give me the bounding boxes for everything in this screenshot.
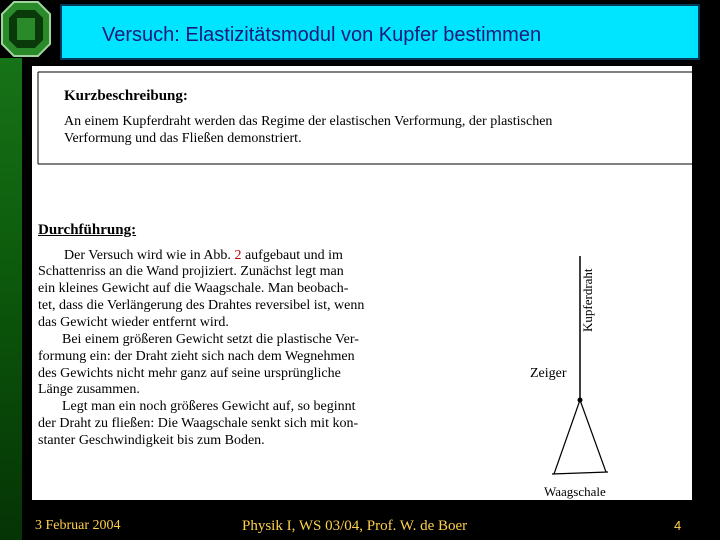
durch-line-1 (64, 248, 343, 264)
durch-line: tet, dass die Verlängerung des Drahtes reversibel ist, wenn (38, 298, 365, 313)
durch-line: des Gewichts nicht mehr ganz auf seine ursprüngliche (38, 366, 341, 381)
kurz-line-1: An einem Kupferdraht werden das Regime der elastischen Verformung, der plastischen (64, 114, 553, 129)
pointer-label: Zeiger (530, 366, 567, 381)
left-decorative-bar (0, 0, 22, 540)
footer-course: Physik I, WS 03/04, Prof. W. de Boer (242, 518, 468, 534)
durch-line-1-a: Der Versuch wird wie in Abb. (64, 248, 231, 263)
scale-pan (552, 472, 608, 474)
kurz-heading: Kurzbeschreibung: (64, 88, 188, 104)
wire-label: Kupferdraht (580, 268, 595, 332)
content-panel (32, 66, 692, 500)
durch-line: Bei einem größeren Gewicht setzt die plastische Ver- (62, 332, 359, 347)
durch-line-1-b: aufgebaut und im (244, 248, 343, 263)
title-banner (60, 4, 700, 60)
durch-line: ein kleines Gewicht auf die Waagschale. Man beobach- (38, 281, 349, 296)
durch-line: Legt man ein noch größeres Gewicht auf, so beginnt (62, 399, 356, 414)
durch-line: Länge zusammen. (38, 382, 140, 397)
slide-title: Versuch: Elastizitätsmodul von Kupfer bestimmen (102, 24, 542, 46)
figure-ref[interactable]: 2 (234, 248, 242, 263)
durch-line: Schattenriss an die Wand projiziert. Zunächst legt man (38, 264, 344, 279)
octagon-logo-icon (0, 0, 52, 58)
durch-line: stanter Geschwindigkeit bis zum Boden. (38, 433, 265, 448)
durch-line: das Gewicht wieder entfernt wird. (38, 315, 229, 330)
footer-date: 3 Februar 2004 (35, 518, 121, 533)
pan-label: Waagschale (544, 484, 606, 499)
pointer-mark (578, 398, 583, 403)
page-number: 4 (674, 518, 682, 533)
pan-string-left (554, 400, 580, 474)
durch-heading: Durchführung: (38, 222, 137, 238)
durch-line: der Draht zu fließen: Die Waagschale senkt sich mit kon- (38, 416, 359, 431)
kurz-line-2: Verformung und das Fließen demonstriert. (64, 131, 302, 146)
pan-string-right (580, 400, 606, 472)
durch-line: formung ein: der Draht zieht sich nach dem Wegnehmen (38, 349, 355, 364)
